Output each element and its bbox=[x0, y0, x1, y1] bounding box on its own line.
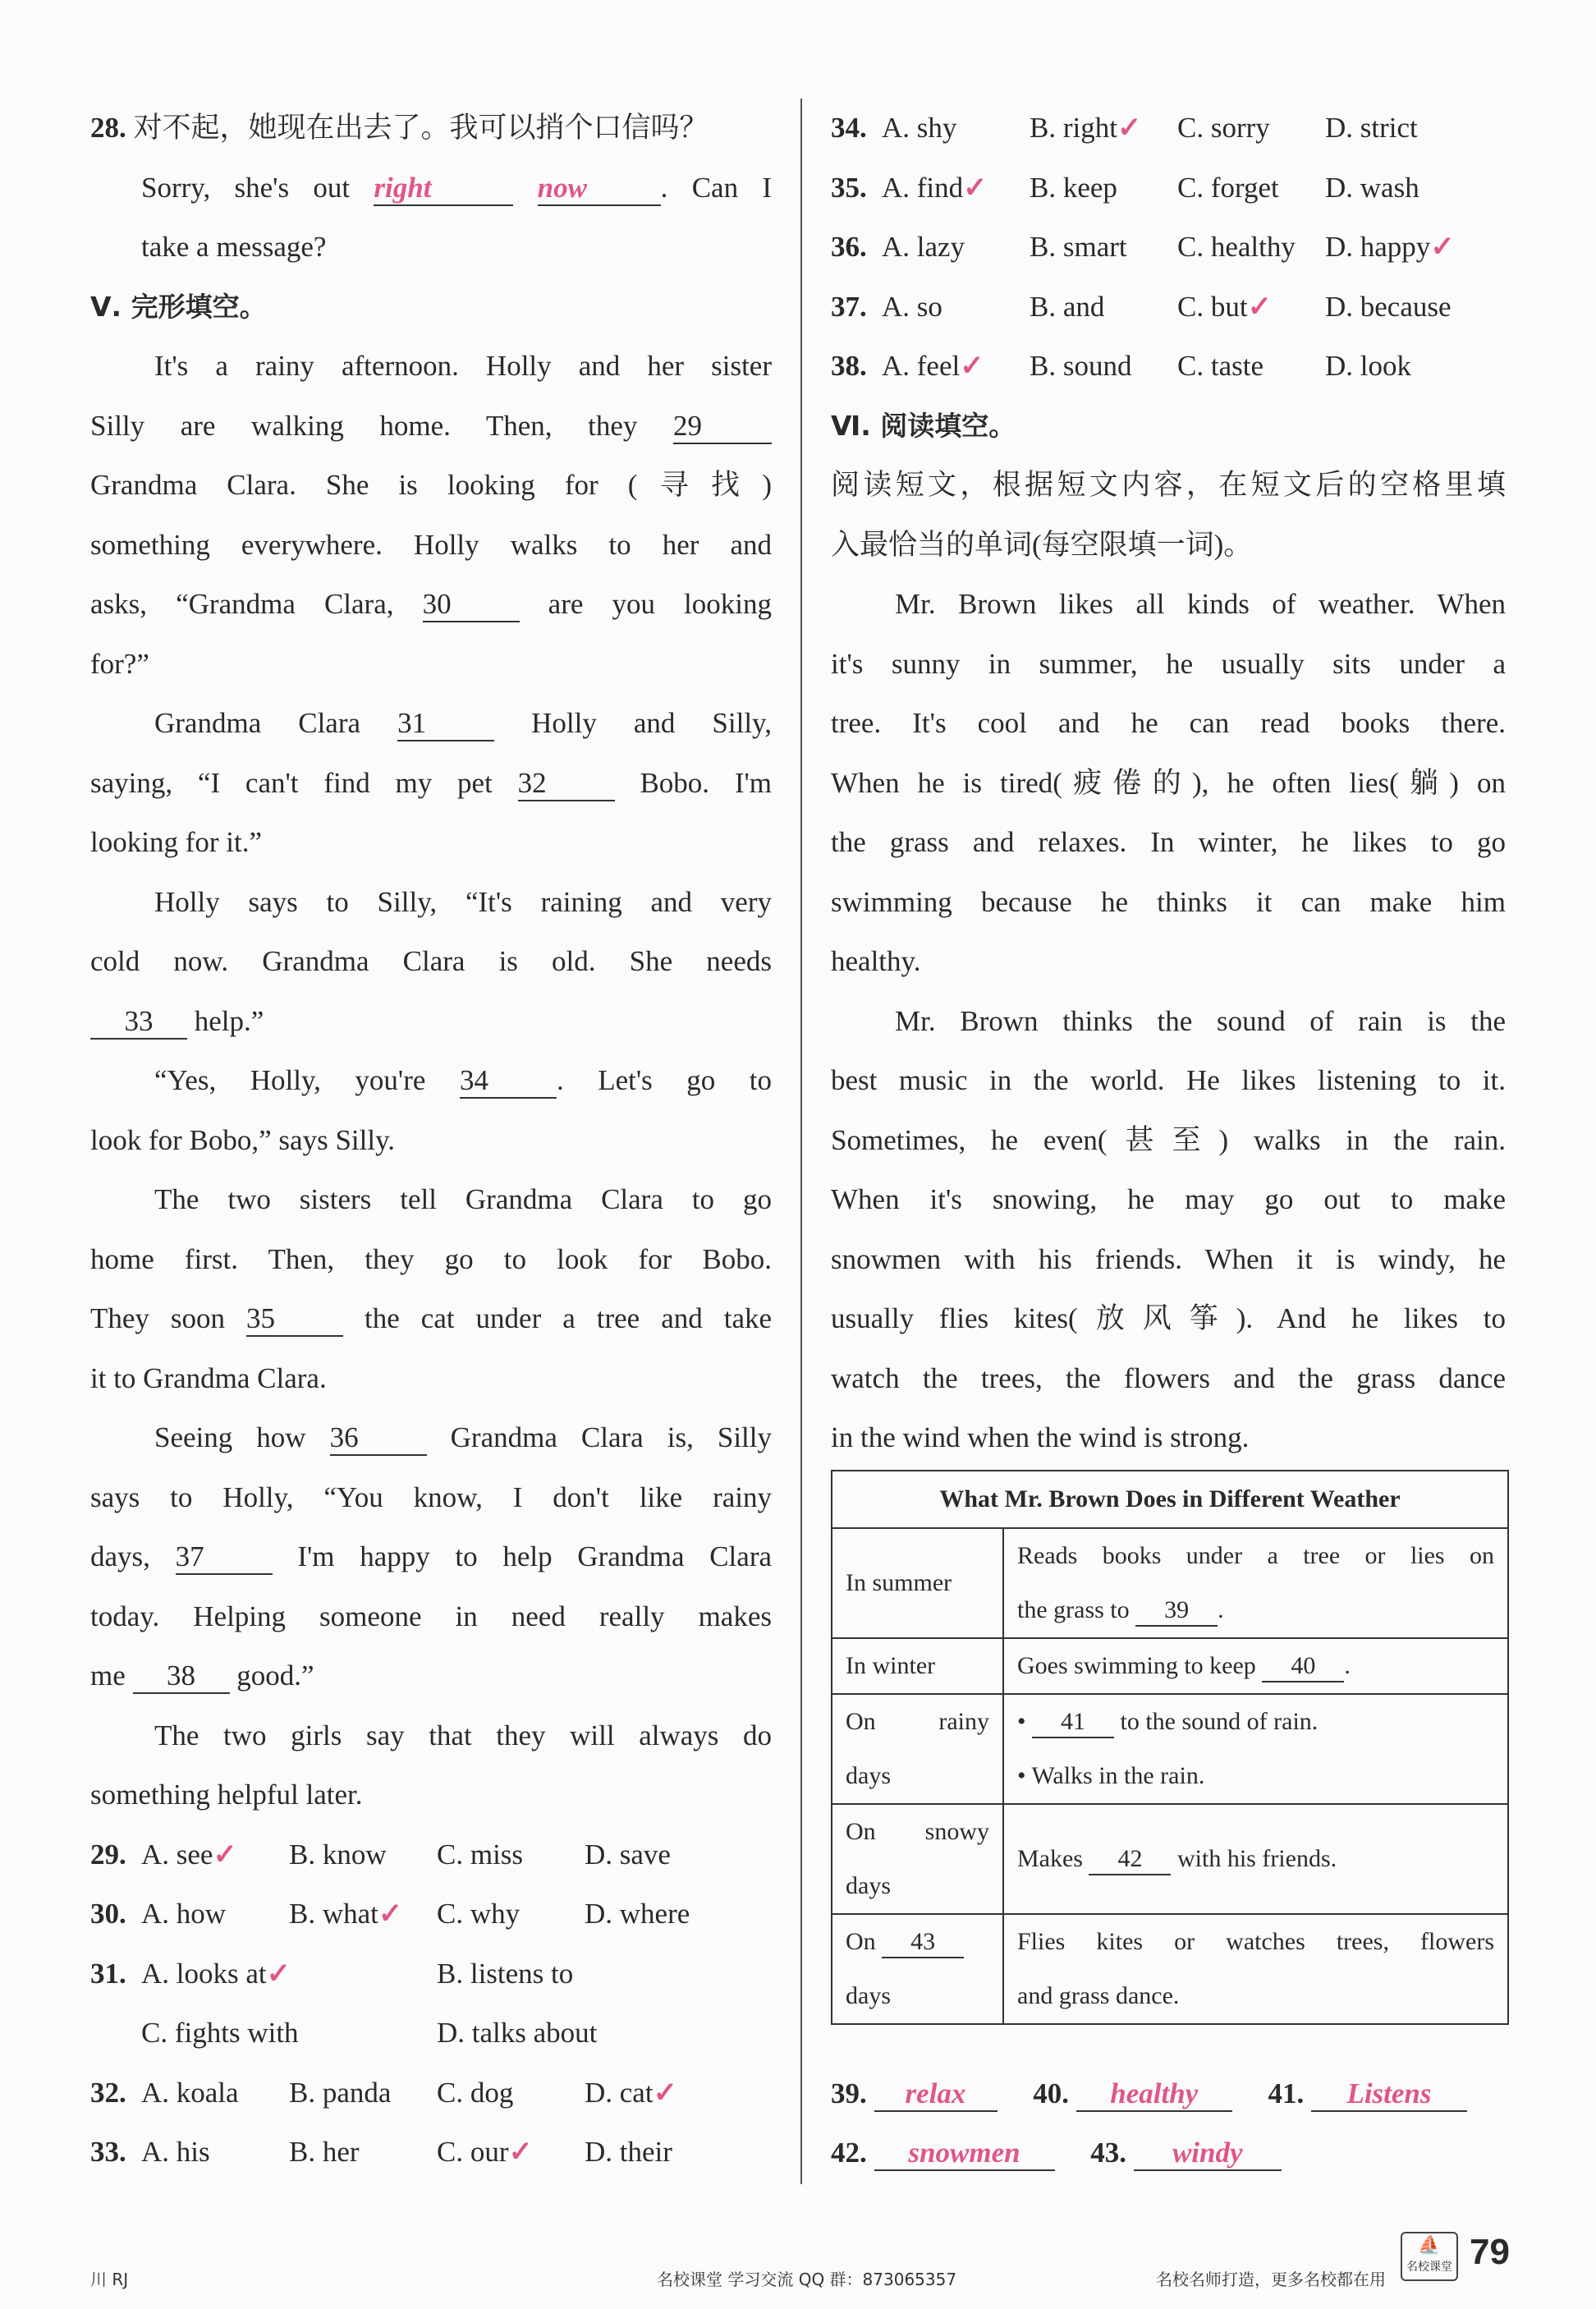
check-icon: ✓ bbox=[960, 350, 984, 382]
right-column bbox=[831, 99, 1506, 1468]
check-icon: ✓ bbox=[508, 2136, 533, 2168]
choice-34: 34. A. shy B. right✓ C. sorry D. strict bbox=[831, 99, 1506, 158]
instructions-2: 入最恰当的单词(每空限填一词)。 bbox=[831, 528, 1253, 561]
table-row-windy: On 43 days Flies kites or watches trees, flowers and grass dance. bbox=[832, 1914, 1508, 2024]
blank-38: 38 bbox=[133, 1659, 230, 1694]
ship-icon: ⛵ bbox=[1418, 2235, 1441, 2256]
choice-32: 32. A. koala B. panda C. dog D. cat✓ bbox=[90, 2063, 772, 2123]
cloze-passage: It's a rainy afternoon. Holly and her sister Silly are walking home. Then, they 29 Grandma Clara. She is looking for (寻找) something everywhere. Holly walks to her and asks, “Grandma Clara, 30 are you looking for?” Grandma Clara 31 Holly and Silly, saying, “I can't find my pet 32 Bobo. I'm looking for it.” Holly says to Silly, “It's raining and very cold now. Grandma Clara is old. She needs 33 help.” “Yes, Holly, you're 34 . Let's go to look for Bobo,” says Silly. The two sisters tell Grandma Clara to go home first. Then, they go to look for Bobo. They soon 35 the cat under a tree and take it to Grandma Clara. Seeing how 36 Grandma Clara is, Silly says to Holly, “You know, I don't like rainy days, 37 I'm happy to help Grandma Clara today. Helping someone in need really makes me 38 good.” The two girls say that they will always do something helpful later. bbox=[90, 350, 773, 1811]
choice-38: 38. A. feel✓ B. sound C. taste D. look bbox=[831, 337, 1506, 397]
answer-43: windy bbox=[1134, 2137, 1282, 2171]
table-row-snowy: On snowy days Makes 42 with his friends. bbox=[832, 1804, 1508, 1914]
q28-sentence-end: take a message? bbox=[141, 231, 327, 263]
left-column bbox=[90, 99, 772, 2183]
check-icon: ✓ bbox=[1117, 112, 1142, 144]
section-6-title: Ⅵ. 阅读填空。 bbox=[831, 409, 1016, 442]
footer-right: 名校名师打造，更多名校都在用 bbox=[1156, 2270, 1386, 2289]
check-icon: ✓ bbox=[1430, 231, 1455, 263]
blank-42: 42 bbox=[1089, 1844, 1171, 1875]
footer-left: 川 RJ bbox=[90, 2270, 129, 2289]
check-icon: ✓ bbox=[213, 1838, 237, 1871]
blank-39: 39 bbox=[1135, 1595, 1218, 1627]
answer-40: healthy bbox=[1076, 2077, 1232, 2112]
table-row-winter: In winter Goes swimming to keep 40 . bbox=[832, 1638, 1508, 1694]
choice-33: 33. A. his B. her C. our✓ D. their bbox=[90, 2123, 772, 2183]
check-icon: ✓ bbox=[653, 2076, 677, 2109]
instructions-1: 阅读短文，根据短文内容，在短文后的空格里填 bbox=[831, 469, 1506, 501]
blank-29: 29 bbox=[673, 410, 772, 444]
blank-33: 33 bbox=[90, 1005, 187, 1040]
choice-37: 37. A. so B. and C. but✓ D. because bbox=[831, 278, 1506, 337]
blank-35: 35 bbox=[246, 1302, 343, 1337]
column-divider bbox=[800, 99, 802, 2184]
table-row-rainy: On rainy days • 41 to the sound of rain. • Walks in the rain. bbox=[832, 1694, 1508, 1804]
choice-29: 29. A. see✓ B. know C. miss D. save bbox=[90, 1825, 772, 1885]
table-title: What Mr. Brown Does in Different Weather bbox=[832, 1471, 1508, 1528]
blank-41: 41 bbox=[1032, 1707, 1114, 1738]
q28-answer-2: now bbox=[538, 172, 661, 206]
q28-sentence: Sorry, she's out right now . Can I bbox=[90, 158, 772, 218]
answer-42: snowmen bbox=[874, 2137, 1055, 2171]
weather-table bbox=[831, 1470, 1509, 2025]
blank-36: 36 bbox=[330, 1421, 427, 1456]
publisher-logo: ⛵ 名校课堂 bbox=[1401, 2232, 1458, 2281]
choice-31: 31. A. looks at✓ B. listens to bbox=[90, 1944, 772, 2004]
blank-30: 30 bbox=[423, 588, 520, 622]
table-row-summer: In summer Reads books under a tree or lies on the grass to 39 . bbox=[832, 1528, 1508, 1638]
footer-center: 名校课堂 学习交流 QQ 群：873065357 bbox=[657, 2270, 957, 2289]
reading-passage: Mr. Brown likes all kinds of weather. When it's sunny in summer, he usually sits under a tree. It's cool and he can read books there. When he is tired(疲倦的), he often lies(躺) on the grass and relaxes. In winter, he likes to go swimming because he thinks it can make him healthy. Mr. Brown thinks the sound of rain is the best music in the world. He likes listening to it. Sometimes, he even(甚至) walks in the rain. When it's snowing, he may go out to make snowmen with his friends. When it is windy, he usually flies kites(放风筝). And he likes to watch the trees, the flowers and the grass dance in the wind when the wind is strong. bbox=[831, 588, 1506, 1453]
choices-left bbox=[90, 1825, 772, 2183]
choice-31-cont: C. fights with D. talks about bbox=[141, 2017, 598, 2049]
answer-39: relax bbox=[874, 2077, 998, 2112]
check-icon: ✓ bbox=[1247, 290, 1272, 323]
page-number: 79 bbox=[1470, 2232, 1510, 2272]
blank-31: 31 bbox=[397, 707, 494, 741]
blank-34: 34 bbox=[460, 1064, 557, 1099]
blank-32: 32 bbox=[518, 767, 615, 801]
choice-35: 35. A. find✓ B. keep C. forget D. wash bbox=[831, 158, 1506, 218]
check-icon: ✓ bbox=[378, 1898, 403, 1930]
choice-36: 36. A. lazy B. smart C. healthy D. happy✓ bbox=[831, 218, 1506, 278]
answer-41: Listens bbox=[1311, 2077, 1467, 2112]
blank-40: 40 bbox=[1262, 1651, 1344, 1682]
section-5-title: Ⅴ. 完形填空。 bbox=[90, 290, 267, 323]
choices-right bbox=[831, 99, 1506, 397]
check-icon: ✓ bbox=[963, 171, 988, 204]
check-icon: ✓ bbox=[266, 1957, 291, 1990]
answer-lines: 39. relax 40. healthy 41. Listens 42. snowmen 43. windy bbox=[831, 2064, 1512, 2183]
q28-prompt: 28. 对不起，她现在出去了。我可以捎个口信吗？ bbox=[90, 112, 709, 144]
choice-30: 30. A. how B. what✓ C. why D. where bbox=[90, 1884, 772, 1944]
blank-37: 37 bbox=[176, 1540, 273, 1575]
blank-43: 43 bbox=[882, 1927, 964, 1958]
q28-answer-1: right bbox=[374, 172, 513, 206]
